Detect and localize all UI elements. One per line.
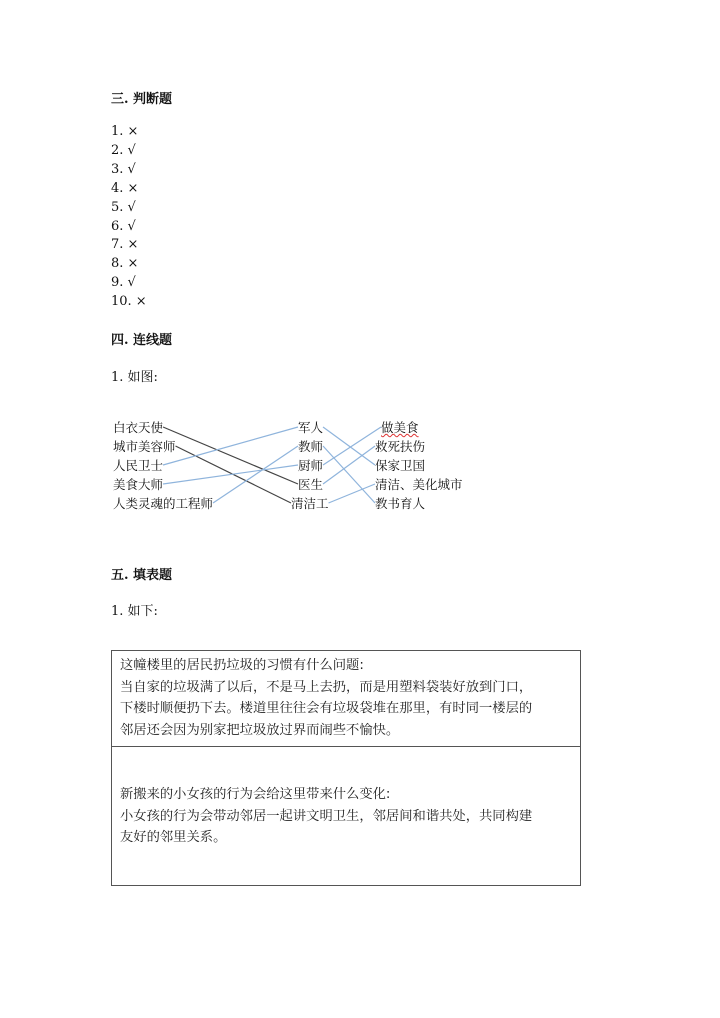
cell-answer-line: 当自家的垃圾满了以后，不是马上去扔，而是用塑料袋装好放到门口， <box>120 679 533 695</box>
left-item: 美食大师 <box>113 477 164 492</box>
right-item: 做美食 <box>381 420 419 435</box>
left-item: 人民卫士 <box>113 458 164 473</box>
question-label: 1. 如下: <box>111 604 158 619</box>
cell-answer-line: 小女孩的行为会带动邻居一起讲文明卫生，邻居间和谐共处，共同构建 <box>120 808 533 824</box>
answer-item: 7. × <box>111 237 139 253</box>
middle-item: 军人 <box>298 420 324 435</box>
table-cell-changes <box>112 784 580 849</box>
answer-item: 2. √ <box>111 142 136 158</box>
answer-item: 4. × <box>111 180 139 196</box>
cell-answer-line: 下楼时顺便扔下去。楼道里往往会有垃圾袋堆在那里，有时同一楼层的 <box>120 701 533 716</box>
section-5-title: 五. 填表题 <box>111 568 173 583</box>
right-match-line <box>329 484 375 503</box>
middle-item: 医生 <box>298 477 324 492</box>
right-item: 救死扶伤 <box>375 439 426 454</box>
left-item: 城市美容师 <box>113 439 176 454</box>
left-match-line <box>163 465 298 484</box>
right-match-line <box>323 446 375 484</box>
left-item: 人类灵魂的工程师 <box>113 496 214 511</box>
answer-item: 9. √ <box>111 275 136 291</box>
right-item: 教书育人 <box>375 496 426 511</box>
section-3-title: 三. 判断题 <box>111 92 173 107</box>
cell-answer-line: 邻居还会因为别家把垃圾放过界而闹些不愉快。 <box>120 722 400 738</box>
middle-item: 清洁工 <box>291 496 329 511</box>
left-item: 白衣天使 <box>113 420 164 435</box>
cell-question: 这幢楼里的居民扔垃圾的习惯有什么问题: <box>120 658 364 673</box>
answer-item: 5. √ <box>111 199 136 215</box>
cell-question: 新搬来的小女孩的行为会给这里带来什么变化: <box>120 787 391 802</box>
question-label: 1. 如图: <box>111 370 158 385</box>
middle-item: 教师 <box>298 439 324 454</box>
table-divider <box>112 746 580 747</box>
answer-item: 8. × <box>111 256 139 272</box>
section-4-title: 四. 连线题 <box>111 333 173 348</box>
answer-item: 1. × <box>111 124 139 139</box>
left-match-line <box>213 446 298 503</box>
answer-table <box>111 650 581 886</box>
right-item: 保家卫国 <box>375 458 426 473</box>
left-match-line <box>163 427 298 484</box>
answer-item: 10. × <box>111 294 147 310</box>
answer-item: 6. √ <box>111 218 136 234</box>
middle-item: 厨师 <box>298 458 324 473</box>
table-cell-habits <box>112 655 580 747</box>
cell-answer-line: 友好的邻里关系。 <box>120 830 227 845</box>
answer-item: 3. √ <box>111 161 136 177</box>
right-item: 清洁、美化城市 <box>375 477 463 492</box>
